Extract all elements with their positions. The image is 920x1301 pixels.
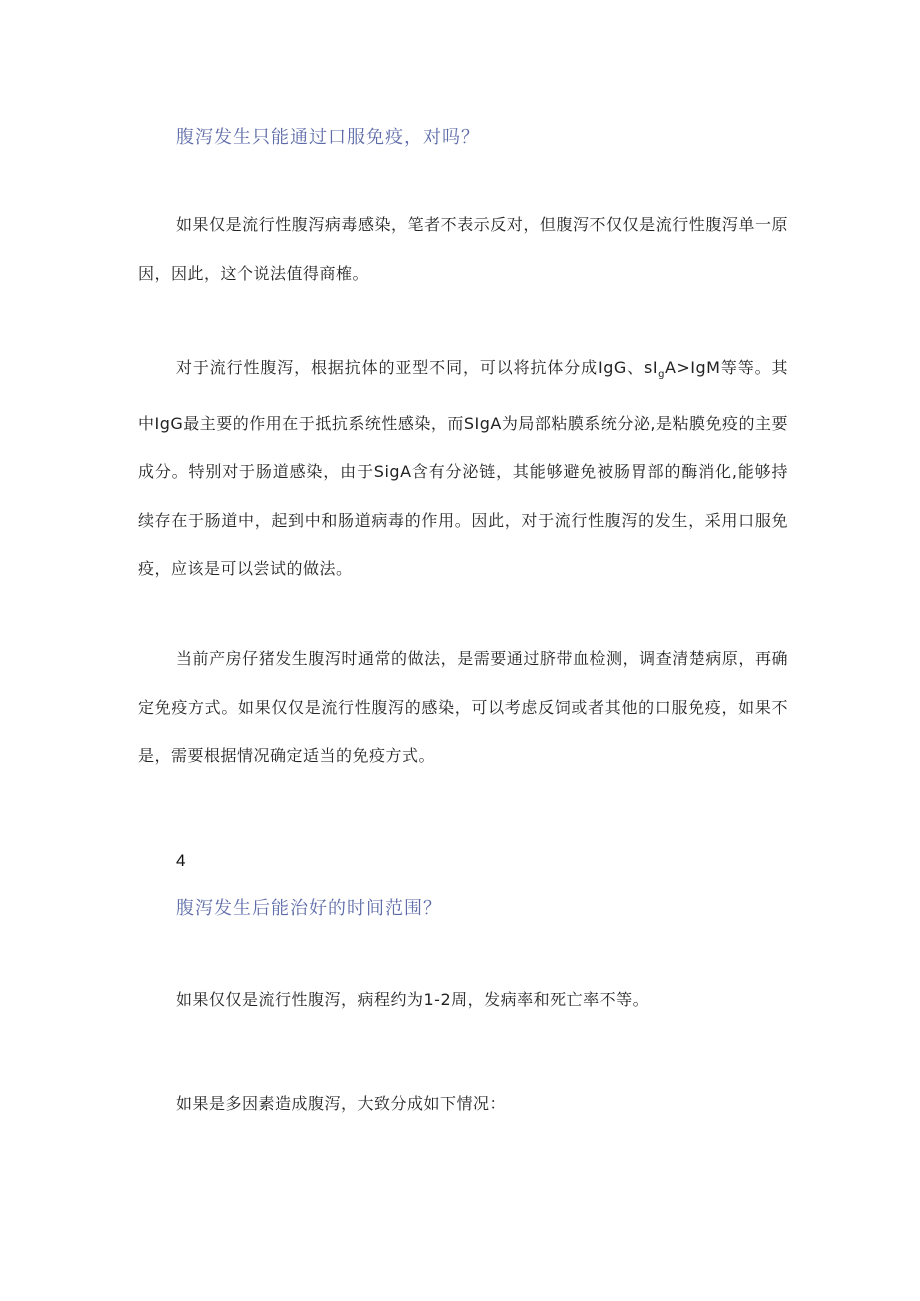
- question-heading: 腹泻发生后能治好的时间范围？: [176, 898, 442, 919]
- paragraph-disease-course: 如果仅仅是流行性腹泻，病程约为1-2周，发病率和死亡率不等。: [176, 990, 650, 1009]
- paragraph-current-practice: 当前产房仔猪发生腹泻时通常的做法，是需要通过脐带血检测，调查清楚病原，再确定免疫方式。如果仅仅是流行性腹泻的感染，可以考虑反饲或者其他的口服免疫，如果不是，需要根据情况确定适当的免疫方式。: [138, 649, 788, 765]
- paragraph-text: A>IgM等等。其中IgG最主要的作用在于抵抗系统性感染，而SIgA为局部粘膜系统分泌,是粘膜免疫的主要成分。特别对于肠道感染，由于SigA含有分泌链，其能够避免被肠胃部的酶消化,能够持续存在于肠道中，起到中和肠道病毒的作用。因此，对于流行性腹泻的发生，采用口服免疫，应该是可以尝试的做法。: [138, 358, 788, 578]
- paragraph-multifactor: 如果是多因素造成腹泻，大致分成如下情况：: [176, 1094, 507, 1113]
- subscript-g: g: [658, 369, 665, 380]
- section-number: 4: [176, 851, 186, 870]
- paragraph-oral-immunity: 如果仅是流行性腹泻病毒感染，笔者不表示反对，但腹泻不仅仅是流行性腹泻单一原因，因此，这个说法值得商榷。: [138, 215, 788, 283]
- question-heading: 腹泻发生只能通过口服免疫，对吗？: [176, 127, 480, 148]
- paragraph-text: 对于流行性腹泻，根据抗体的亚型不同，可以将抗体分成IgG、sI: [176, 358, 659, 377]
- paragraph-antibody-subtypes: [138, 344, 788, 594]
